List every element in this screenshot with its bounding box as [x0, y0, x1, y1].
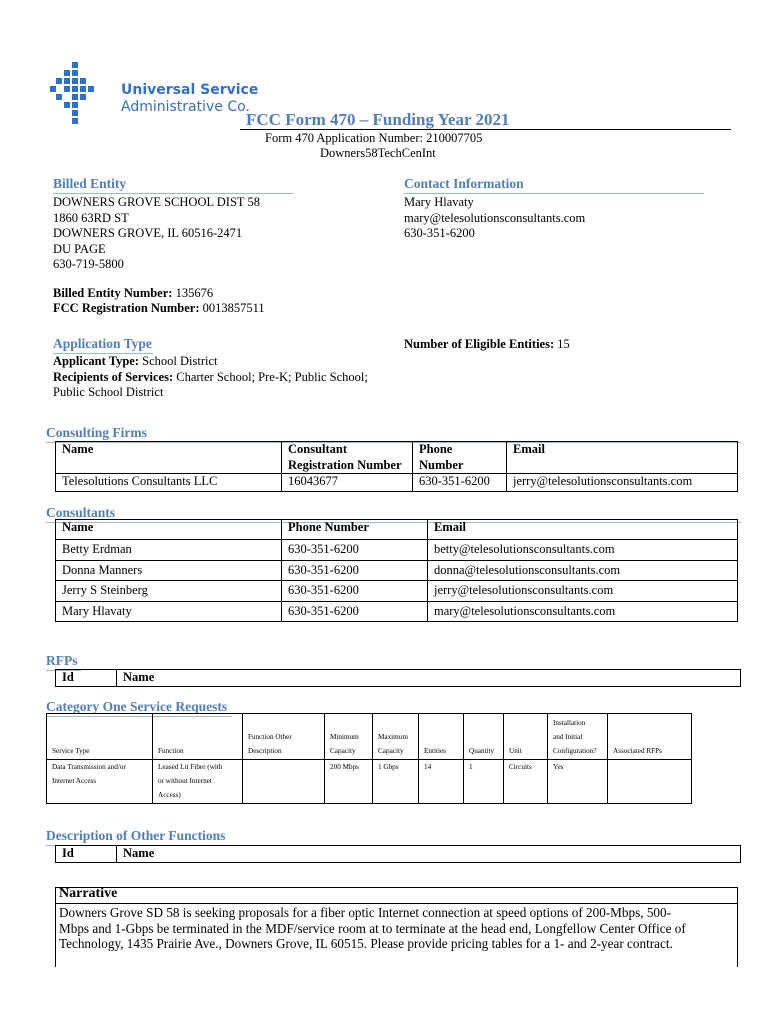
quantity-cell: 1	[464, 760, 504, 804]
col-header-name: Name	[117, 670, 741, 687]
col-header-quantity: Quantity	[464, 714, 504, 760]
billed-entity-heading: Billed Entity	[53, 176, 293, 194]
narrative-line: Mbps and 1-Gbps be terminated in the MDF/service room at to terminate at the head end, Longfellow Center Office of	[59, 920, 686, 936]
col-header-name: Name	[56, 442, 282, 474]
consultant-email: betty@telesolutionsconsultants.com	[428, 540, 738, 561]
col-header-id: Id	[56, 846, 117, 863]
col-header-text: Function Other	[248, 733, 292, 741]
installation-cell: Yes	[548, 760, 608, 804]
col-header-text: Consultant	[288, 442, 348, 456]
billed-entity-address	[53, 195, 293, 273]
consultant-phone: 630-351-6200	[282, 601, 428, 622]
service-type-cell	[47, 760, 153, 804]
application-type-heading: Application Type	[53, 336, 153, 354]
recipients-value-cont: Public School District	[53, 385, 164, 400]
col-header-minimum	[325, 714, 373, 760]
col-header-text: Capacity	[330, 747, 356, 755]
application-type-section	[53, 336, 383, 401]
col-header-email: Email	[507, 442, 738, 474]
firm-phone: 630-351-6200	[413, 474, 507, 492]
col-header-text: Capacity	[378, 747, 404, 755]
col-header-text: and Initial	[553, 733, 583, 741]
consultant-name: Jerry S Steinberg	[56, 581, 282, 602]
col-header-associated-rfps: Associated RFPs	[608, 714, 692, 760]
category-one-table	[46, 713, 692, 804]
col-header-email: Email	[428, 520, 738, 540]
col-header-text: Installation	[553, 719, 586, 727]
consulting-firms-heading: Consulting Firms	[46, 425, 741, 443]
narrative-text	[59, 905, 739, 952]
rfps-table	[55, 669, 741, 687]
contact-section	[404, 176, 704, 242]
col-header-text: Maximum	[378, 733, 408, 741]
col-header-installation	[548, 714, 608, 760]
col-header-unit: Unit	[504, 714, 548, 760]
cell-text: Data Transmission and/or	[52, 763, 126, 771]
billed-entity-line: DU PAGE	[53, 241, 106, 256]
consultant-email: donna@telesolutionsconsultants.com	[428, 560, 738, 581]
consultant-phone: 630-351-6200	[282, 560, 428, 581]
col-header-service-type: Service Type	[47, 714, 153, 760]
consultant-name: Mary Hlavaty	[56, 601, 282, 622]
usac-logo-text	[121, 82, 258, 116]
cell-text: Internet Access	[52, 777, 97, 785]
col-header-function-other	[243, 714, 325, 760]
table-row	[56, 581, 738, 602]
col-header-entities: Entities	[419, 714, 464, 760]
unit-cell: Circuits	[504, 760, 548, 804]
table-header-row	[56, 442, 738, 474]
category-one-heading: Category One Service Requests	[46, 699, 232, 717]
billed-entity-number-value: 135676	[175, 286, 214, 300]
firm-registration: 16043677	[282, 474, 413, 492]
title-rule	[240, 129, 731, 130]
table-row	[56, 474, 738, 492]
eligible-entities-value: 15	[557, 337, 570, 351]
function-cell	[153, 760, 243, 804]
application-number: Form 470 Application Number: 210007705	[265, 131, 483, 145]
consultants-table	[55, 519, 738, 622]
col-header-text: Number	[419, 457, 464, 472]
application-nickname: Downers58TechCenInt	[320, 146, 436, 160]
table-header-row	[56, 670, 741, 687]
entities-cell: 14	[419, 760, 464, 804]
narrative-heading: Narrative	[59, 886, 118, 901]
firm-name: Telesolutions Consultants LLC	[56, 474, 282, 492]
table-row	[56, 540, 738, 561]
applicant-type-label: Applicant Type:	[53, 354, 140, 369]
billed-entity-line: 1860 63RD ST	[53, 210, 129, 225]
fcc-registration-value: 0013857511	[202, 301, 265, 315]
col-header-name: Name	[117, 846, 741, 863]
rfps-heading: RFPs	[46, 653, 81, 671]
firm-email: jerry@telesolutionsconsultants.com	[507, 474, 738, 492]
fcc-registration-label: FCC Registration Number:	[53, 301, 200, 315]
table-row	[56, 560, 738, 581]
table-row	[47, 760, 692, 804]
billed-entity-number	[53, 286, 213, 302]
consultant-name: Donna Manners	[56, 560, 282, 581]
col-header-phone	[413, 442, 507, 474]
col-header-text: Description	[248, 747, 282, 755]
billed-entity-line: DOWNERS GROVE, IL 60516-2471	[53, 226, 243, 241]
consultant-name: Betty Erdman	[56, 540, 282, 561]
cell-text: Leased Lit Fiber (with	[158, 763, 223, 771]
other-functions-heading: Description of Other Functions	[46, 828, 229, 846]
table-header-row	[56, 520, 738, 540]
col-header-registration	[282, 442, 413, 474]
consultant-phone: 630-351-6200	[282, 540, 428, 561]
recipients-label: Recipients of Services:	[53, 369, 174, 384]
other-functions-table	[55, 845, 741, 863]
table-row	[56, 601, 738, 622]
consultant-email: mary@telesolutionsconsultants.com	[428, 601, 738, 622]
col-header-function: Function	[153, 714, 243, 760]
eligible-entities	[404, 337, 570, 353]
col-header-id: Id	[56, 670, 117, 687]
fcc-registration-number	[53, 301, 265, 317]
col-header-name: Name	[56, 520, 282, 540]
logo-line-2: Administrative Co.	[121, 99, 250, 115]
narrative-line: Downers Grove SD 58 is seeking proposals for a fiber optic Internet connection at speed options of 200-Mbps, 500-	[59, 905, 671, 920]
function-other-cell	[243, 760, 325, 804]
consultant-email: jerry@telesolutionsconsultants.com	[428, 581, 738, 602]
associated-rfps-cell	[608, 760, 692, 804]
contact-heading: Contact Information	[404, 176, 704, 194]
cell-text: Access)	[158, 791, 181, 799]
col-header-text: Registration Number	[288, 457, 402, 472]
contact-email: mary@telesolutionsconsultants.com	[404, 210, 586, 225]
consulting-firms-table	[55, 441, 738, 492]
consultants-heading: Consultants	[46, 505, 741, 523]
col-header-text: Configuration?	[553, 747, 597, 755]
usac-logo-mark	[50, 62, 114, 128]
cell-text: or without Internet	[158, 777, 212, 785]
narrative-line: Technology, 1435 Prairie Ave., Downers Grove, IL 60515. Please provide pricing tables for a 1- and 2-year contract.	[59, 936, 673, 951]
minimum-capacity-cell: 200 Mbps	[325, 760, 373, 804]
billed-entity-line: DOWNERS GROVE SCHOOL DIST 58	[53, 195, 260, 210]
billed-entity-section	[53, 176, 293, 273]
col-header-text: Phone	[419, 442, 453, 456]
contact-phone: 630-351-6200	[404, 226, 475, 241]
eligible-entities-label: Number of Eligible Entities:	[404, 337, 555, 351]
col-header-text: Minimum	[330, 733, 359, 741]
recipients-value: Charter School; Pre-K; Public School;	[176, 369, 368, 384]
logo-line-1: Universal Service	[121, 82, 259, 98]
maximum-capacity-cell: 1 Gbps	[373, 760, 419, 804]
billed-entity-number-label: Billed Entity Number:	[53, 286, 173, 300]
table-header-row	[47, 714, 692, 760]
form-title: FCC Form 470 – Funding Year 2021	[246, 110, 510, 129]
col-header-phone: Phone Number	[282, 520, 428, 540]
narrative-header-rule	[55, 903, 738, 904]
col-header-maximum	[373, 714, 419, 760]
contact-name: Mary Hlavaty	[404, 195, 474, 210]
billed-entity-line: 630-719-5800	[53, 257, 124, 272]
consultant-phone: 630-351-6200	[282, 581, 428, 602]
table-header-row	[56, 846, 741, 863]
applicant-type-value: School District	[142, 354, 218, 369]
